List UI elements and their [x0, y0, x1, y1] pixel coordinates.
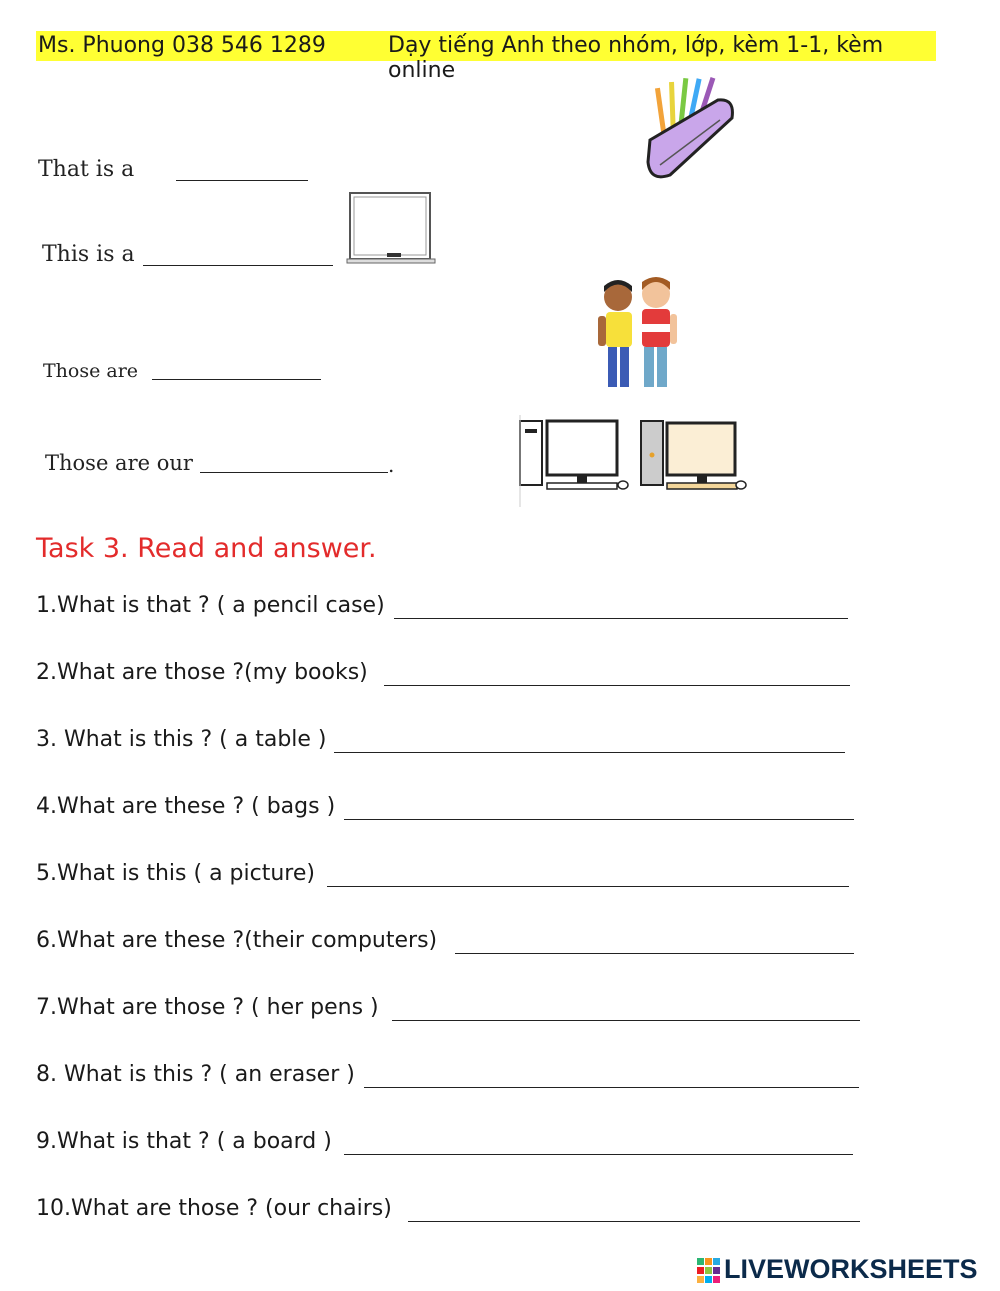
answer-line-2[interactable] [384, 685, 850, 686]
exercise-item-text: That is a [38, 157, 135, 182]
exercise-item-1 [38, 157, 134, 182]
question-text: 1.What is that ? ( a pencil case) [36, 593, 385, 618]
exercise-item-text: Those are [43, 360, 139, 382]
answer-blank-3[interactable] [152, 379, 321, 380]
question-text: 9.What is that ? ( a board ) [36, 1129, 332, 1154]
teacher-contact: Ms. Phuong 038 546 1289 [38, 33, 326, 58]
question-8 [36, 1062, 355, 1087]
class-tagline: Dạy tiếng Anh theo nhóm, lớp, kèm 1-1, kèm online [388, 33, 884, 83]
question-6 [36, 928, 437, 953]
answer-blank-1[interactable] [176, 180, 308, 181]
pencil-case-icon [640, 70, 750, 185]
answer-line-1[interactable] [394, 618, 848, 619]
task-3-title: Task 3. Read and answer. [36, 533, 377, 564]
computers-icon [517, 415, 757, 507]
answer-line-4[interactable] [344, 819, 854, 820]
answer-line-8[interactable] [364, 1087, 859, 1088]
answer-line-5[interactable] [327, 886, 849, 887]
answer-line-9[interactable] [344, 1154, 853, 1155]
exercise-item-text: This is a [42, 242, 135, 267]
two-boys-icon [590, 272, 690, 392]
question-text: 10.What are those ? (our chairs) [36, 1196, 392, 1221]
answer-line-7[interactable] [392, 1020, 860, 1021]
answer-line-6[interactable] [455, 953, 854, 954]
question-text: 7.What are those ? ( her pens ) [36, 995, 379, 1020]
question-text: 5.What is this ( a picture) [36, 861, 315, 886]
question-text: 4.What are these ? ( bags ) [36, 794, 336, 819]
question-7 [36, 995, 379, 1020]
exercise-item-text: Those are our [45, 451, 193, 475]
answer-line-3[interactable] [334, 752, 845, 753]
question-9 [36, 1129, 332, 1154]
question-text: 2.What are those ?(my books) [36, 660, 368, 685]
question-text: 6.What are these ?(their computers) [36, 928, 438, 953]
question-3 [36, 727, 327, 752]
exercise-item-3 [43, 360, 138, 382]
exercise-item-4-end: . [388, 453, 395, 477]
whiteboard-icon [345, 190, 437, 268]
question-5 [36, 861, 315, 886]
question-text: 3. What is this ? ( a table ) [36, 727, 327, 752]
question-1 [36, 593, 385, 618]
answer-blank-2[interactable] [143, 265, 333, 266]
question-text: 8. What is this ? ( an eraser ) [36, 1062, 355, 1087]
logo-text: LIVEWORKSHEETS [724, 1254, 978, 1284]
logo-mark-icon [697, 1258, 721, 1284]
exercise-item-2 [42, 242, 135, 267]
header-banner [36, 31, 936, 83]
exercise-item-4 [45, 451, 193, 475]
question-2 [36, 660, 368, 685]
question-10 [36, 1196, 392, 1221]
answer-blank-4[interactable] [200, 472, 388, 473]
answer-line-10[interactable] [408, 1221, 860, 1222]
question-4 [36, 794, 335, 819]
